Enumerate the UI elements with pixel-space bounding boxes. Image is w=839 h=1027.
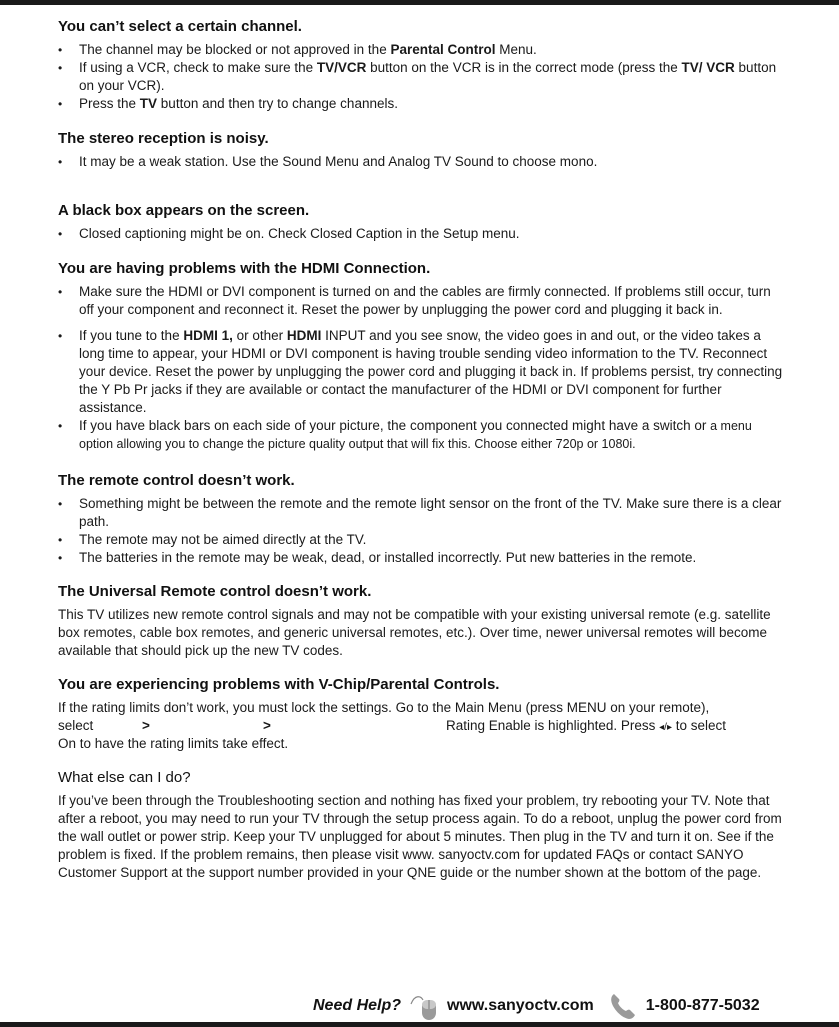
vchip-line-2 — [58, 717, 788, 735]
section-title: The stereo reception is noisy. — [58, 130, 269, 147]
text-run: The channel may be blocked or not approved in the — [79, 42, 391, 57]
troubleshooting-section — [58, 472, 788, 567]
support-website-link[interactable]: www.sanyoctv.com — [447, 997, 594, 1014]
text-run: The batteries in the remote may be weak, dead, or installed incorrectly. Put new batteries in the remote. — [79, 550, 697, 565]
text-run: If you tune to the — [79, 328, 184, 343]
bold-term: HDMI — [286, 328, 322, 343]
section-vchip — [58, 676, 788, 753]
troubleshooting-section — [58, 583, 788, 660]
text-run: button on your VCR). — [79, 60, 777, 93]
top-rule — [0, 0, 839, 5]
section-title: A black box appears on the screen. — [58, 202, 310, 219]
bullet-item — [58, 531, 788, 549]
support-phone-number[interactable]: 1-800-877-5032 — [645, 997, 760, 1014]
section-paragraph: This TV utilizes new remote control signals and may not be compatible with your existing universal remote (e.g. satellite box remotes, cable box remotes, and generic universal remotes, etc.). Over time, newer universal remotes will become available that should pick up the new TV codes. — [58, 607, 771, 658]
bullet-item — [58, 549, 788, 567]
vchip-rating-text: Rating Enable is highlighted. Press — [446, 718, 660, 733]
bullet-item — [58, 153, 788, 171]
text-run: Press the — [79, 96, 140, 111]
vchip-to-select: to select — [671, 718, 726, 733]
bullet-list — [58, 41, 788, 113]
text-run: button and then try to change channels. — [157, 96, 398, 111]
bullet-list — [58, 225, 788, 243]
troubleshooting-section — [58, 18, 788, 113]
troubleshooting-content — [58, 18, 788, 882]
section-title: What else can I do? — [58, 769, 191, 786]
text-run: If you have black bars on each side of your picture, the component you connected might have a switch or — [79, 418, 711, 433]
bold-term: HDMI 1, — [183, 328, 233, 343]
troubleshooting-section — [58, 130, 788, 171]
bold-term: TV/ VCR — [681, 60, 735, 75]
section-title: You can’t select a certain channel. — [58, 18, 302, 35]
troubleshooting-section — [58, 260, 788, 453]
section-title: The remote control doesn’t work. — [58, 472, 295, 489]
vchip-line-1: If the rating limits don’t work, you must lock the settings. Go to the Main Menu (press MENU on your remote), — [58, 700, 710, 715]
bold-term: TV — [139, 96, 158, 111]
section-title: You are having problems with the HDMI Connection. — [58, 260, 431, 277]
text-run: Make sure the HDMI or DVI component is turned on and the cables are firmly connected. If problems still occur, turn off your component and reconnect it. Reset the power by unplugging the power cord and plugging it back in. — [79, 284, 771, 317]
text-run: Closed captioning might be on. Check Closed Caption in the Setup menu. — [79, 226, 520, 241]
text-run: It may be a weak station. Use the Sound Menu and Analog TV Sound to choose mono. — [79, 154, 598, 169]
bullet-item — [58, 283, 788, 319]
vchip-line-3: On to have the rating limits take effect. — [58, 736, 289, 751]
bullet-list — [58, 495, 788, 567]
what-else-paragraph: If you’ve been through the Troubleshooting section and nothing has fixed your problem, try rebooting your TV. Note that after a reboot, you may need to run your TV through the setup process again. To do a reboot, unplug the power cord from the wall outlet or power strip. Keep your TV unplugged for about 5 minutes. Then plug in the TV and turn it on. See if the problem is fixed. If the problem remains, then please visit www. sanyoctv.com for updated FAQs or contact SANYO Customer Support at the support number provided in your QNE guide or the number shown at the bottom of the page. — [58, 793, 782, 880]
vchip-arrow-2: > — [263, 718, 271, 733]
bold-term: TV/VCR — [316, 60, 367, 75]
text-run: If using a VCR, check to make sure the — [79, 60, 317, 75]
help-footer — [313, 990, 760, 1022]
bullet-list — [58, 283, 788, 453]
troubleshooting-sections — [58, 18, 788, 660]
bullet-item — [58, 225, 788, 243]
vchip-rating-instruction — [446, 717, 726, 737]
text-run: button on the VCR is in the correct mode (press the — [366, 60, 682, 75]
vchip-select: select — [58, 718, 94, 733]
text-run: INPUT and you see snow, the video goes in and out, or the video takes a long time to appear, your HDMI or DVI component is having trouble sending video information to the TV. Reconnect your device. Reset the power by unplugging the power cord and plugging it back in. If problems persist, try connecting the Y Pb Pr jacks if they are available or contact the manufacturer of the HDMI or DVI component for further assistance. — [79, 328, 783, 415]
bullet-item — [58, 41, 788, 59]
bold-term: Parental Control — [390, 42, 496, 57]
bullet-item — [58, 95, 788, 113]
bottom-rule — [0, 1022, 839, 1027]
vchip-arrow-1: > — [142, 718, 150, 733]
troubleshooting-section — [58, 202, 788, 243]
section-title: You are experiencing problems with V-Chip/Parental Controls. — [58, 676, 500, 693]
text-run: The remote may not be aimed directly at the TV. — [79, 532, 367, 547]
text-run: a menu option allowing you to change the picture quality output that will fix this. Choose either 720p or 1080i. — [79, 419, 752, 451]
bullet-list — [58, 153, 788, 171]
text-run: Menu. — [495, 42, 537, 57]
need-help-label: Need Help? — [313, 997, 402, 1014]
left-right-arrows-icon: ◂/▸ — [659, 722, 672, 733]
bullet-item — [58, 495, 788, 531]
bullet-item — [58, 417, 788, 453]
text-run: or other — [232, 328, 287, 343]
section-what-else — [58, 769, 788, 882]
phone-icon — [608, 991, 638, 1021]
text-run: Something might be between the remote and the remote light sensor on the front of the TV. Make sure there is a clear path. — [79, 496, 782, 529]
bullet-item — [58, 59, 788, 95]
section-title: The Universal Remote control doesn’t work. — [58, 583, 372, 600]
bullet-item — [58, 327, 788, 417]
mouse-icon — [409, 990, 441, 1022]
